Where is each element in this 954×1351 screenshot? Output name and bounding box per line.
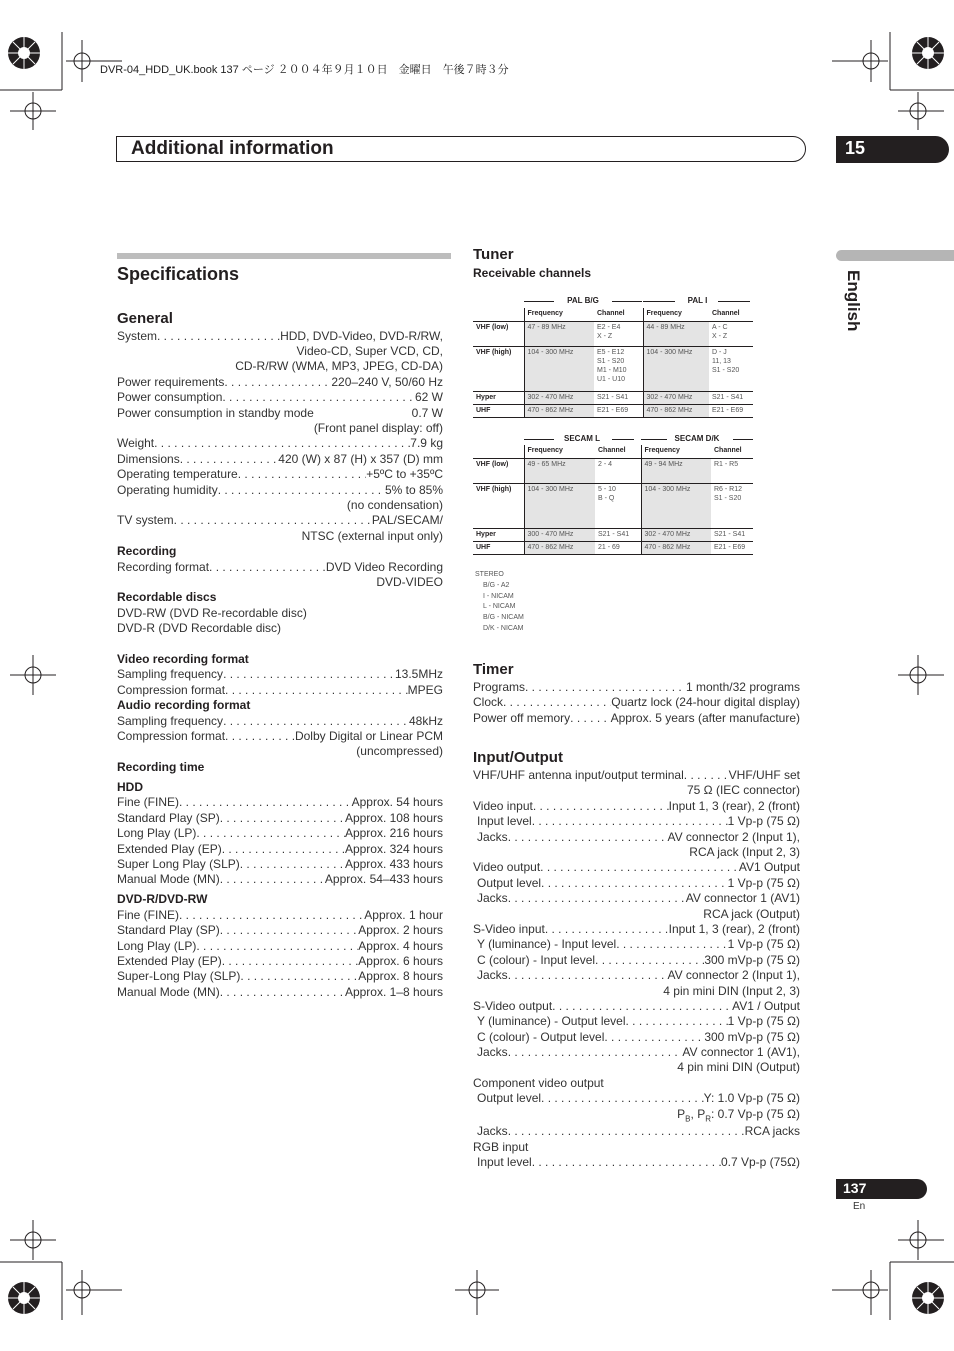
spec-row: Compression format . . . Dolby Digital or Linear PCM: [117, 729, 443, 744]
table-row: Standard Play (SP) . . . Approx. 108 hours: [117, 811, 443, 826]
list-item: B/G - NICAM: [483, 614, 524, 622]
recording-heading: Recording: [117, 544, 177, 558]
table-row: Super Long Play (SLP) . . . Approx. 433 hours: [117, 857, 443, 872]
spec-row: Operating humidity . . . 5% to 85%: [117, 483, 443, 498]
language-tab-bar: [836, 250, 954, 261]
divider: [643, 301, 675, 302]
spec-row: Jacks . . . AV connector 1 (AV1),: [477, 1045, 800, 1060]
table-row: Long Play (LP) . . . Approx. 216 hours: [117, 826, 443, 841]
spec-row: Compression format . . . MPEG: [117, 683, 443, 698]
secam-channel-table: [473, 445, 753, 555]
pbpr-level: $P_B$, $P_R$: 0.7 Vp-p (75 Ω): [677, 1107, 800, 1124]
recordable-discs-heading: Recordable discs: [117, 590, 217, 604]
timer-heading: Timer: [473, 661, 514, 678]
table-row: Long Play (LP) . . . Approx. 4 hours: [117, 939, 443, 954]
language-tab: English: [844, 270, 863, 332]
spec-row: Output level . . . 1 Vp-p (75 Ω): [477, 876, 800, 891]
spec-row: Sampling frequency . . . 48kHz: [117, 714, 443, 729]
table-row: Manual Mode (MN) . . . Approx. 54–433 hours: [117, 872, 443, 887]
table-row: Extended Play (EP) . . . Approx. 324 hours: [117, 842, 443, 857]
spec-row: Jacks . . . AV connector 2 (Input 1),: [477, 830, 800, 845]
table-row: VHF (high) 104 - 300 MHz 5 - 10 B - Q 104 - 300 MHz R6 - R12 S1 - S20: [473, 483, 753, 528]
spec-row: Recording format . . . DVD Video Recording: [117, 560, 443, 575]
table-row: Standard Play (SP) . . . Approx. 2 hours: [117, 923, 443, 938]
divider: [612, 301, 642, 302]
table-row: Hyper 300 - 470 MHz S21 - S41 302 - 470 MHz S21 - S41: [473, 528, 753, 541]
spec-row: Output level . . . Y: 1.0 Vp-p (75 Ω): [477, 1091, 800, 1106]
spec-cont: RCA jack (Input 2, 3): [689, 845, 800, 859]
spec-cont: 4 pin mini DIN (Output): [677, 1060, 800, 1074]
component-label: Component video output: [473, 1076, 604, 1090]
table-header-row: Frequency Channel Frequency Channel: [473, 308, 753, 321]
table-row: VHF (low) 49 - 65 MHz 2 - 4 49 - 94 MHz R1 - R5: [473, 458, 753, 483]
table-row: Super-Long Play (SLP) . . . Approx. 8 hours: [117, 969, 443, 984]
pal-channel-table: [473, 308, 753, 418]
receivable-channels-heading: Receivable channels: [473, 266, 592, 280]
spec-cont: Video-CD, Super VCD, CD,: [296, 344, 443, 358]
spec-row: Y (luminance) - Input level . . . 1 Vp-p (75 Ω): [477, 937, 800, 952]
spec-cont: DVD-VIDEO: [376, 575, 443, 589]
table-row: Fine (FINE) . . . Approx. 1 hour: [117, 908, 443, 923]
spec-row: Jacks . . . AV connector 2 (Input 1),: [477, 968, 800, 983]
table-header-row: Frequency Channel Frequency Channel: [473, 445, 753, 458]
specs-title: Specifications: [117, 264, 240, 284]
print-meta: DVR-04_HDD_UK.book 137 ページ ２００４年９月１０日 金曜日 午後７時３分: [100, 64, 509, 76]
divider: [524, 439, 554, 440]
spec-row: TV system . . . PAL/SECAM/: [117, 513, 443, 528]
pal-bg-label: PAL B/G: [567, 296, 599, 305]
pal-i-label: PAL I: [687, 296, 708, 305]
stereo-list: [475, 570, 524, 635]
spec-row: System . . . HDD, DVD-Video, DVD-R/RW,: [117, 329, 443, 344]
spec-cont: (no condensation): [346, 498, 443, 512]
list-item: I - NICAM: [483, 592, 514, 600]
page-language: En: [853, 1201, 866, 1212]
page-number-badge: [836, 1179, 927, 1199]
spec-row: Input level . . . 0.7 Vp-p (75Ω): [477, 1155, 800, 1170]
divider: [718, 301, 750, 302]
spec-row: Power consumption . . . 62 W: [117, 390, 443, 405]
list-item: STEREO: [475, 571, 504, 578]
video-format-heading: Video recording format: [117, 652, 249, 666]
spec-row: Jacks . . . AV connector 1 (AV1): [477, 891, 800, 906]
spec-row: Operating temperature . . . +5ºC to +35ºC: [117, 467, 443, 482]
dvd-heading: DVD-R/DVD-RW: [117, 892, 208, 906]
spec-row: Dimensions . . . 420 (W) x 87 (H) x 357 (D) mm: [117, 452, 443, 467]
spec-cont: 75 Ω (IEC connector): [686, 783, 800, 797]
spec-cont: (uncompressed): [356, 744, 443, 758]
page-number: 137: [843, 1180, 867, 1196]
disc-item: DVD-R (DVD Recordable disc): [117, 621, 282, 635]
spec-row: Power off memory . . . Approx. 5 years (after manufacture): [473, 711, 800, 726]
spec-row: S-Video input . . . Input 1, 3 (rear), 2 (front): [473, 922, 800, 937]
spec-row: VHF/UHF antenna input/output terminal . . . VHF/UHF set: [473, 768, 800, 783]
spec-row: Input level . . . 1 Vp-p (75 Ω): [477, 814, 800, 829]
spec-row: Video output . . . AV1 Output: [473, 860, 800, 875]
hdd-heading: HDD: [117, 780, 143, 794]
spec-cont: NTSC (external input only): [301, 529, 443, 543]
spec-row: C (colour) - Input level . . . 300 mVp-p (75 Ω): [477, 953, 800, 968]
spec-row: Sampling frequency . . . 13.5MHz: [117, 667, 443, 682]
divider: [524, 301, 554, 302]
list-item: D/K - NICAM: [483, 624, 524, 632]
spec-row: S-Video output . . . AV1 / Output: [473, 999, 800, 1014]
spec-row: Power requirements . . . 220–240 V, 50/60 Hz: [117, 375, 443, 390]
spec-cont: RCA jack (Output): [703, 907, 800, 921]
recording-time-heading: Recording time: [117, 760, 205, 774]
spec-row: Clock . . . Quartz lock (24-hour digital display): [473, 695, 800, 710]
divider: [641, 439, 667, 440]
table-row: UHF 470 - 862 MHz 21 - 69 470 - 862 MHz E21 - E69: [473, 541, 753, 554]
section-title: Additional information: [131, 138, 334, 159]
table-row: VHF (high) 104 - 300 MHz E5 - E12 S1 - S20 M1 - M10 U1 - U10 104 - 300 MHz D - J 11, 13 S1 - S20: [473, 346, 753, 391]
spec-row: Jacks . . . RCA jacks: [477, 1124, 800, 1139]
tuner-heading: Tuner: [473, 246, 514, 263]
disc-item: DVD-RW (DVD Re-recordable disc): [117, 606, 307, 620]
specs-title-bar: [117, 253, 451, 259]
spec-row: Video input . . . Input 1, 3 (rear), 2 (front): [473, 799, 800, 814]
io-heading: Input/Output: [473, 749, 563, 766]
spec-row: Y (luminance) - Output level . . . 1 Vp-p (75 Ω): [477, 1014, 800, 1029]
divider: [612, 439, 634, 440]
spec-row: C (colour) - Output level . . . 300 mVp-p (75 Ω): [477, 1030, 800, 1045]
spec-row: Weight . . . 7.9 kg: [117, 436, 443, 451]
section-title-bar: [116, 136, 806, 162]
secam-l-label: SECAM L: [564, 434, 600, 443]
table-row: Manual Mode (MN) . . . Approx. 1–8 hours: [117, 985, 443, 1000]
list-item: B/G - A2: [483, 581, 510, 589]
list-item: L - NICAM: [483, 603, 516, 611]
spec-cont: CD-R/RW (WMA, MP3, JPEG, CD-DA): [235, 359, 443, 373]
chapter-badge: [836, 136, 949, 163]
chapter-number: 15: [845, 138, 866, 158]
table-row: VHF (low) 47 - 89 MHz E2 - E4 X - Z 44 - 89 MHz A - C X - Z: [473, 321, 753, 346]
spec-cont: 4 pin mini DIN (Input 2, 3): [663, 984, 800, 998]
general-heading: General: [117, 310, 173, 327]
table-row: UHF 470 - 862 MHz E21 - E69 470 - 862 MHz E21 - E69: [473, 404, 753, 417]
secam-dk-label: SECAM D/K: [674, 434, 720, 443]
spec-cont: (Front panel display: off): [313, 421, 443, 435]
table-row: Extended Play (EP) . . . Approx. 6 hours: [117, 954, 443, 969]
divider: [733, 439, 753, 440]
table-row: Fine (FINE) . . . Approx. 54 hours: [117, 795, 443, 810]
rgb-label: RGB input: [473, 1140, 529, 1154]
audio-format-heading: Audio recording format: [117, 698, 251, 712]
spec-row: Programs . . . 1 month/32 programs: [473, 680, 800, 695]
spec-row: Power consumption in standby mode 0.7 W: [117, 406, 443, 420]
table-row: Hyper 302 - 470 MHz S21 - S41 302 - 470 MHz S21 - S41: [473, 391, 753, 404]
